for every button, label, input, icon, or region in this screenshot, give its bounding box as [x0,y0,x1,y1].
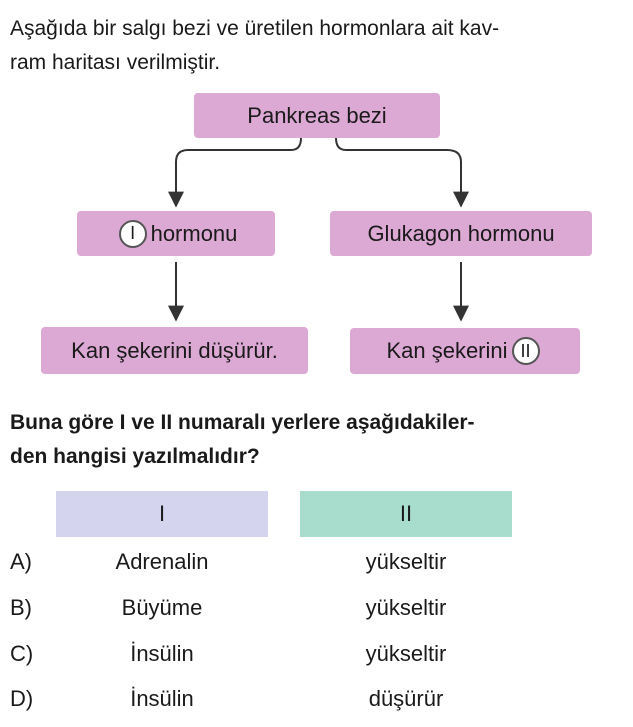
node-pancreas [194,93,440,138]
option-value-ii: düşürür [368,686,444,711]
node-glucagon-label: Glukagon hormonu [367,220,555,246]
option-value-i: Büyüme [121,595,203,620]
column-header-ii-label: II [399,501,413,526]
question-text [10,406,625,474]
node-hormone-i [77,211,275,256]
arrow-root-to-right-hormone [336,138,461,206]
option-value-i: İnsülin [130,641,194,666]
column-header-ii [300,491,512,537]
node-blood-sugar-ii-label: Kan şekerini [386,338,508,363]
option-letter[interactable]: C) [10,641,34,666]
intro-line-1: Aşağıda bir salgı bezi ve üretilen hormonlara ait kav- [10,17,500,40]
column-header-i [56,491,268,537]
node-glucagon [330,211,592,256]
option-letter[interactable]: A) [10,549,32,574]
marker-i-circle: I [119,220,147,248]
node-hormone-i-label: hormonu [150,220,238,246]
arrow-root-to-left-hormone [176,138,301,206]
node-lowers-sugar [41,327,308,374]
node-pancreas-label: Pankreas bezi [247,102,387,128]
option-value-ii: yükseltir [365,641,447,666]
option-value-ii: yükseltir [365,549,447,574]
option-letter[interactable]: D) [10,686,34,711]
node-lowers-sugar-label: Kan şekerini düşürür. [71,337,278,363]
option-value-i: Adrenalin [115,549,209,574]
node-blood-sugar-ii [350,328,580,374]
intro-line-2: ram haritası verilmiştir. [10,51,221,74]
question-line-1: Buna göre I ve II numaralı yerlere aşağıdakiler- [10,411,475,434]
option-value-ii: yükseltir [365,595,447,620]
marker-ii-circle: II [512,337,540,365]
option-letter[interactable]: B) [10,595,32,620]
option-value-i: İnsülin [130,686,194,711]
column-header-i-label: I [158,501,166,526]
question-line-2: den hangisi yazılmalıdır? [10,445,260,468]
